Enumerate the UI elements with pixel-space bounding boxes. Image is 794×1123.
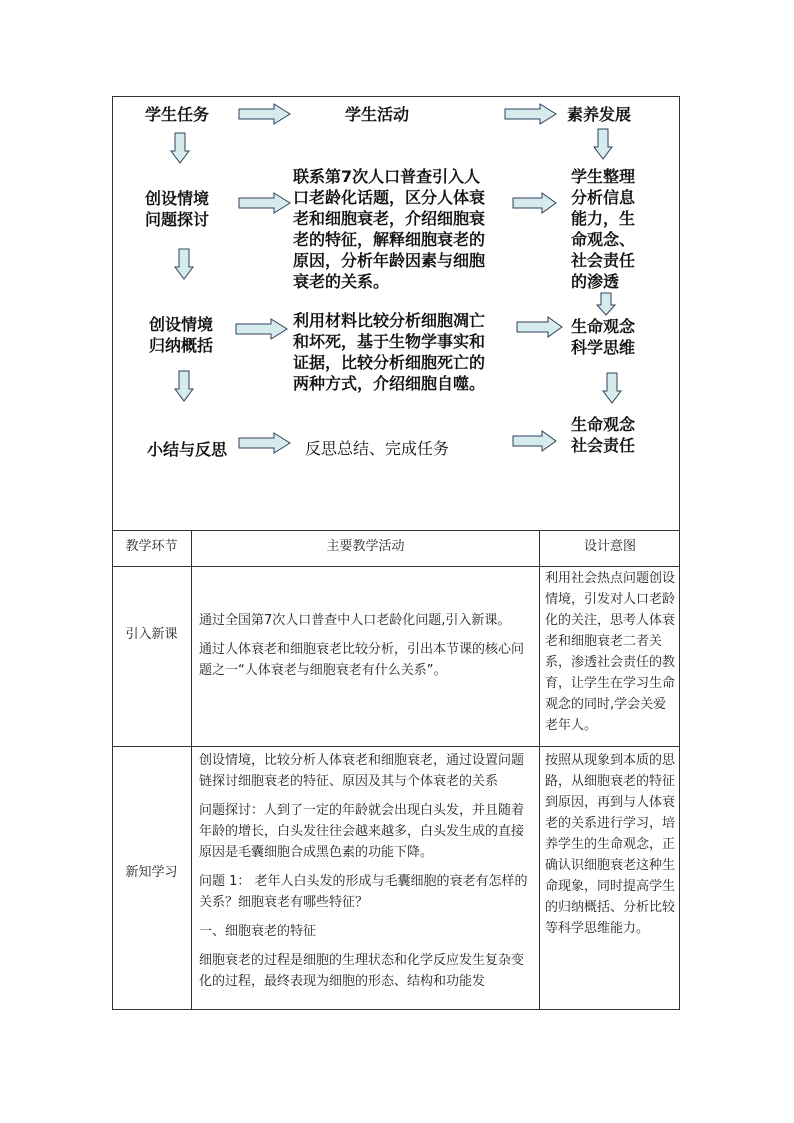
down-arrow-icon <box>170 132 190 164</box>
right-arrow-icon <box>512 192 558 214</box>
step3-literacy: 生命观念 社会责任 <box>571 415 636 455</box>
step2-task: 创设情境 归纳概括 <box>149 315 214 355</box>
table-top-border <box>112 530 680 531</box>
right-arrow-icon <box>238 103 292 125</box>
right-arrow-icon <box>512 430 558 452</box>
down-arrow-icon <box>174 248 194 280</box>
step3-task: 小结与反思 <box>147 440 228 459</box>
right-arrow-icon <box>516 316 564 338</box>
down-arrow-icon <box>593 128 613 160</box>
step3-activity: 反思总结、完成任务 <box>305 439 450 458</box>
row2-intent: 按照从现象到本质的思路，从细胞衰老的特征到原因，再到与人体衰老的关系进行学习，培养学生的生命观念，正确认识细胞衰老这种生命现象，同时提高学生的归纳概括、分析比较等科学思维能力。 <box>545 753 676 936</box>
row1-intent: 利用社会热点问题创设情境，引发对人口老龄化的关注，思考人体衰老和细胞衰老二者关系，渗透社会责任的教育，让学生在学习生命观念的同时,学会关爱老年人。 <box>545 571 676 733</box>
step1-task: 创设情境 问题探讨 <box>145 189 210 229</box>
right-arrow-icon <box>235 318 289 340</box>
row2-activity-paragraph: 细胞衰老的过程是细胞的生理状态和化学反应发生复杂变化的过程，最终表现为细胞的形态、结构和功能发 <box>199 953 525 989</box>
flow-header-task: 学生任务 <box>145 105 210 124</box>
flow-header-activity: 学生活动 <box>345 105 410 124</box>
row1-stage: 引入新课 <box>125 627 178 642</box>
row1-activity-paragraph: 通过人体衰老和细胞衰老比较分析，引出本节课的核心问题之一“人体衰老与细胞衰老有什么关系”。 <box>199 642 525 678</box>
table-col-divider <box>191 530 192 1010</box>
table-header-activity: 主要教学活动 <box>326 539 405 554</box>
row2-activity-paragraph: 一、细胞衰老的特征 <box>199 924 317 939</box>
row2-activities <box>199 750 535 1008</box>
down-arrow-icon <box>174 370 194 402</box>
table-header-intent: 设计意图 <box>583 539 636 554</box>
row2-activity-paragraph: 问题探讨：人到了一定的年龄就会出现白头发，并且随着年龄的增长，白头发往往会越来越多，白头发生成的直接原因是毛囊细胞合成黑色素的功能下降。 <box>199 803 525 860</box>
row2-activity-paragraph: 创设情境，比较分析人体衰老和细胞衰老，通过设置问题链探讨细胞衰老的特征、原因及其与个体衰老的关系 <box>199 753 525 789</box>
right-arrow-icon <box>238 432 292 454</box>
table-header-border <box>112 566 680 567</box>
right-arrow-icon <box>504 103 558 125</box>
table-row-border <box>112 746 680 747</box>
step1-literacy: 学生整理 分析信息 能力，生 命观念、 社会责任 的渗透 <box>571 167 636 291</box>
flow-header-literacy: 素养发展 <box>567 105 632 124</box>
down-arrow-icon <box>602 372 622 404</box>
step2-activity: 利用材料比较分析细胞凋亡 和坏死，基于生物学事实和 证据，比较分析细胞死亡的 两种方式，介绍细胞自噬。 <box>293 311 486 393</box>
right-arrow-icon <box>238 192 292 214</box>
step2-literacy: 生命观念 科学思维 <box>571 317 636 357</box>
down-arrow-icon <box>596 292 616 316</box>
table-col-divider <box>539 530 540 1010</box>
row2-activity-paragraph: 问题 1： 老年人白头发的形成与毛囊细胞的衰老有怎样的关系？细胞衰老有哪些特征？ <box>199 874 528 910</box>
step1-activity: 联系第7次人口普查引入人 口老龄化话题，区分人体衰 老和细胞衰老，介绍细胞衰 老的特征，解释细胞衰老的 原因，分析年龄因素与细胞 衰老的关系。 <box>293 167 486 291</box>
row1-activity-paragraph: 通过全国第7次人口普查中人口老龄化问题,引入新课。 <box>199 613 511 628</box>
row2-stage: 新知学习 <box>125 865 178 880</box>
table-header-stage: 教学环节 <box>125 539 178 554</box>
row1-activities <box>199 610 535 689</box>
